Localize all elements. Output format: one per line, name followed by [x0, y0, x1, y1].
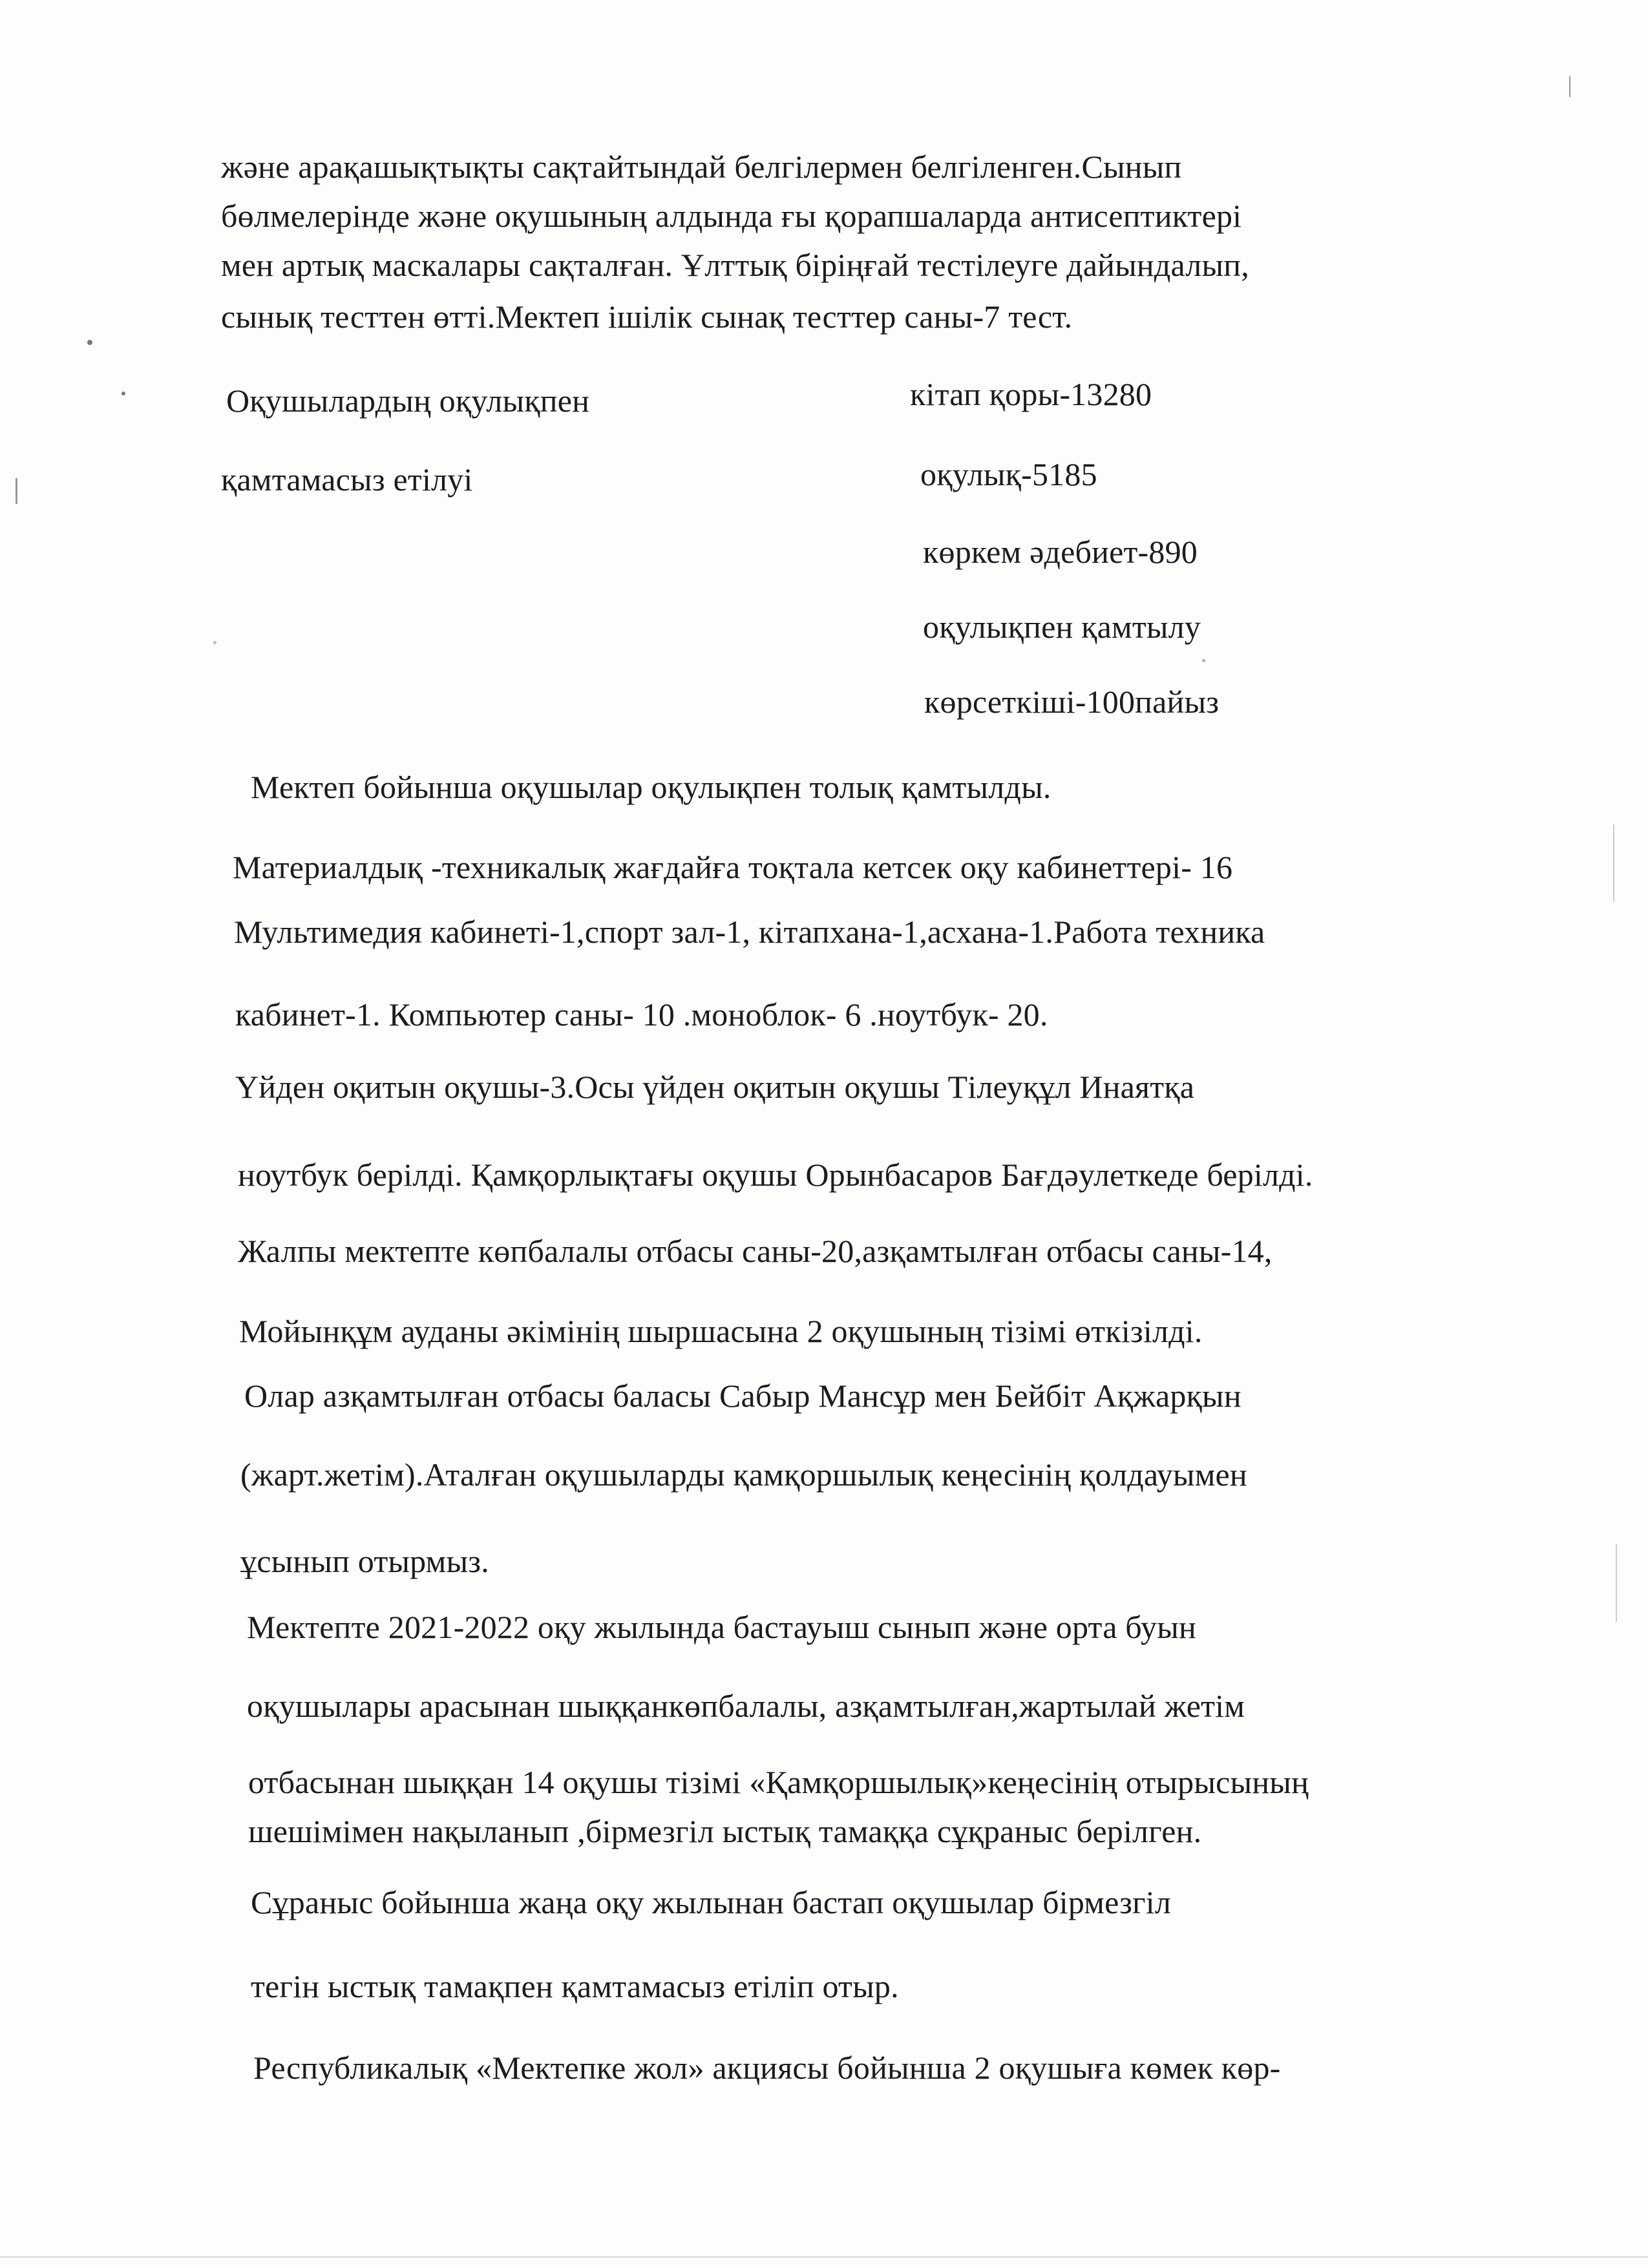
body-line-18: Республикалық «Мектепке жол» акциясы бойынша 2 оқушыға көмек көр-: [253, 2050, 1281, 2086]
body-line-2: Материалдық -техникалық жағдайға тоқтала кетсек оқу кабинеттері- 16: [233, 849, 1233, 885]
body-line-14: отбасынан шыққан 14 оқушы тізімі «Қамқоршылық»кеңесінің отырысының: [248, 1764, 1309, 1800]
intro-line-1: және арақашықтықты сақтайтындай белгілермен белгіленген.Сынып: [221, 149, 1182, 185]
body-line-7: Жалпы мектепте көпбалалы отбасы саны-20,азқамтылған отбасы саны-14,: [238, 1233, 1273, 1269]
body-line-1: Мектеп бойынша оқушылар оқулықпен толық қамтылды.: [251, 769, 1051, 805]
body-line-12: Мектепте 2021-2022 оқу жылында бастауыш сынып және орта буын: [247, 1609, 1196, 1645]
body-line-8: Мойынқұм ауданы әкімінің шыршасына 2 оқушының тізімі өткізілді.: [239, 1313, 1203, 1349]
body-line-16: Сұраныс бойынша жаңа оқу жылынан бастап оқушылар бірмезгіл: [251, 1884, 1172, 1920]
body-line-6: ноутбук берілді. Қамқорлықтағы оқушы Орынбасаров Бағдәулеткеде берілді.: [238, 1157, 1313, 1193]
fiction-value: көркем әдебиет-890: [923, 534, 1198, 570]
intro-line-4: сынық тесттен өтті.Мектеп ішілік сынақ тесттер саны-7 тест.: [221, 299, 1073, 335]
textbooks-value: оқулық-5185: [920, 456, 1097, 492]
body-line-13: оқушылары арасынан шыққанкөпбалалы, азқамтылған,жартылай жетім: [247, 1688, 1245, 1724]
scan-edge-mark: [1616, 1544, 1617, 1622]
body-line-9: Олар азқамтылған отбасы баласы Сабыр Мансұр мен Бейбіт Ақжарқын: [244, 1378, 1241, 1414]
scan-edge-mark: [1613, 824, 1614, 902]
body-line-17: тегін ыстық тамақпен қамтамасыз етіліп отыр.: [251, 1968, 899, 2004]
intro-line-2: бөлмелерінде және оқушының алдында ғы қорапшаларда антисептиктері: [221, 198, 1242, 234]
provision-label-line-2: қамтамасыз етілуі: [221, 461, 473, 498]
body-line-3: Мультимедия кабинеті-1,спорт зал-1, кітапхана-1,асхана-1.Работа техника: [234, 914, 1265, 950]
body-line-4: кабинет-1. Компьютер саны- 10 .моноблок- 6 .ноутбук- 20.: [235, 996, 1048, 1033]
scan-bottom-edge: [0, 2256, 1648, 2258]
body-line-10: (жарт.жетім).Аталған оқушыларды қамқоршылық кеңесінің қолдауымен: [240, 1456, 1247, 1493]
scan-speck: [213, 641, 217, 644]
scan-speck: [1202, 659, 1205, 662]
body-line-5: Үйден оқитын оқушы-3.Осы үйден оқитын оқушы Тілеуқұл Инаятқа: [235, 1069, 1195, 1105]
coverage-value: көрсеткіші-100пайыз: [924, 684, 1220, 720]
scan-edge-mark: [16, 478, 17, 504]
intro-line-3: мен артық маскалары сақталған. Ұлттық біріңғай тестілеуге дайындалып,: [221, 247, 1249, 283]
body-line-11: ұсынып отырмыз.: [240, 1543, 489, 1579]
coverage-label: оқулықпен қамтылу: [923, 609, 1201, 645]
provision-label-line-1: Оқушылардың оқулықпен: [226, 383, 590, 419]
scan-edge-mark: [1569, 76, 1570, 97]
scan-speck: [87, 340, 92, 345]
body-line-15: шешімімен нақыланып ,бірмезгіл ыстық тамаққа сұқраныс берілген.: [248, 1813, 1202, 1849]
book-fund-value: кітап қоры-13280: [910, 376, 1152, 412]
scan-speck: [121, 392, 125, 395]
